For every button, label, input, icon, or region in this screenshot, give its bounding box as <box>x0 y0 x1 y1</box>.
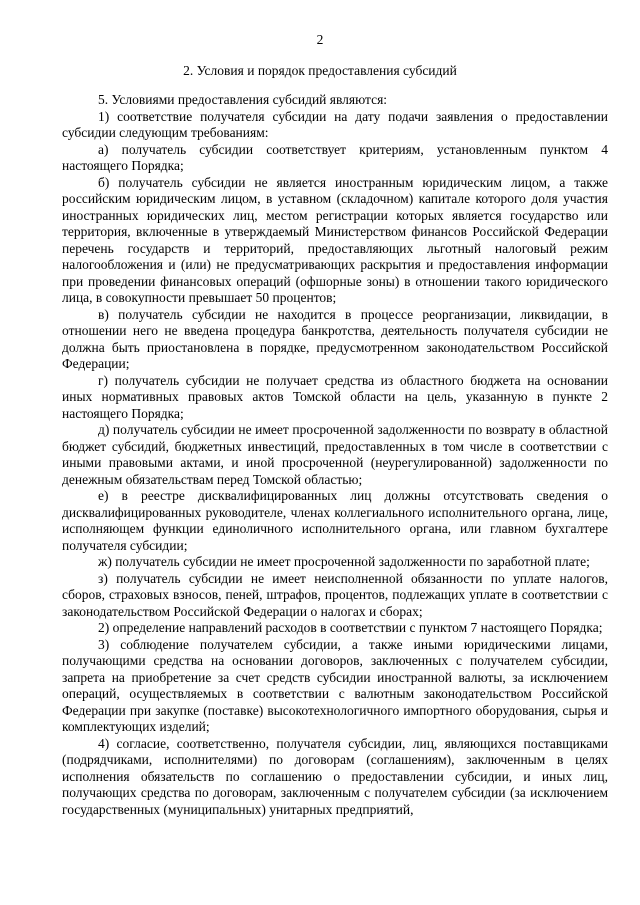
paragraph: б) получатель субсидии не является иностранным юридическим лицом, а также российским юридическим лицом, в уставном (складочном) капитале которого доля участия иностранных юридических лиц, местом регистрации которых является государство или территория, включенные в утверждаемый Министерством финансов Российской Федерации перечень государств и территорий, предоставляющих льготный налоговый режим налогообложения и (или) не предусматривающих раскрытия и предоставления информации при проведении финансовых операций (офшорные зоны) в отношении такого юридического лица, в совокупности превышает 50 процентов; <box>62 174 608 305</box>
paragraph: е) в реестре дисквалифицированных лиц должны отсутствовать сведения о дисквалифицированных руководителе, членах коллегиального исполнительного органа, лице, исполняющем функции единоличного исполнительного органа, или главном бухгалтере получателя субсидии; <box>62 488 608 553</box>
paragraph: в) получатель субсидии не находится в процессе реорганизации, ликвидации, в отношении него не введена процедура банкротства, деятельность получателя субсидии не должна быть приостановлена в порядке, предусмотренном законодательством Российской Федерации; <box>62 306 608 371</box>
paragraph: 4) согласие, соответственно, получателя субсидии, лиц, являющихся поставщиками (подрядчиками, исполнителями) по договорам (соглашениям), заключенным в целях исполнения обязательств по соглашению о предоставлении субсидии, и иных лиц, получающих средства по договорам, заключенным с получателем субсидии (за исключением государственных (муниципальных) унитарных предприятий, <box>62 735 608 817</box>
section-title: 2. Условия и порядок предоставления субсидий <box>183 63 457 78</box>
paragraph: з) получатель субсидии не имеет неисполненной обязанности по уплате налогов, сборов, страховых взносов, пеней, штрафов, процентов, подлежащих уплате в соответствии с законодательством Российской Федерации о налогах и сборах; <box>62 570 608 619</box>
paragraph: 3) соблюдение получателем субсидии, а также иными юридическими лицами, получающими средства на основании договоров, заключенных с получателем субсидии, запрета на приобретение за счет средств субсидии иностранной валюты, за исключением операций, осуществляемых в соответствии с валютным законодательством Российской Федерации при закупке (поставке) высокотехнологичного импортного оборудования, сырья и комплектующих изделий; <box>62 636 608 734</box>
paragraph: 2) определение направлений расходов в соответствии с пунктом 7 настоящего Порядка; <box>98 620 603 635</box>
paragraph: ж) получатель субсидии не имеет просроченной задолженности по заработной плате; <box>98 554 590 569</box>
paragraph: 1) соответствие получателя субсидии на дату подачи заявления о предоставлении субсидии следующим требованиям: <box>62 108 608 140</box>
page-number: 2 <box>316 32 324 47</box>
paragraph: 5. Условиями предоставления субсидий являются: <box>98 92 388 107</box>
paragraph: а) получатель субсидии соответствует критериям, установленным пунктом 4 настоящего Порядка; <box>62 141 608 173</box>
paragraph: г) получатель субсидии не получает средства из областного бюджета на основании иных нормативных правовых актов Томской области на цель, указанную в пункте 2 настоящего Порядка; <box>62 372 608 421</box>
paragraph: д) получатель субсидии не имеет просроченной задолженности по возврату в областной бюджет субсидий, бюджетных инвестиций, предоставленных в том числе в соответствии с иными правовыми актами, и иной просроченной (неурегулированной) задолженности по денежным обязательствам перед Томской областью; <box>62 422 608 487</box>
body-text <box>62 92 608 818</box>
